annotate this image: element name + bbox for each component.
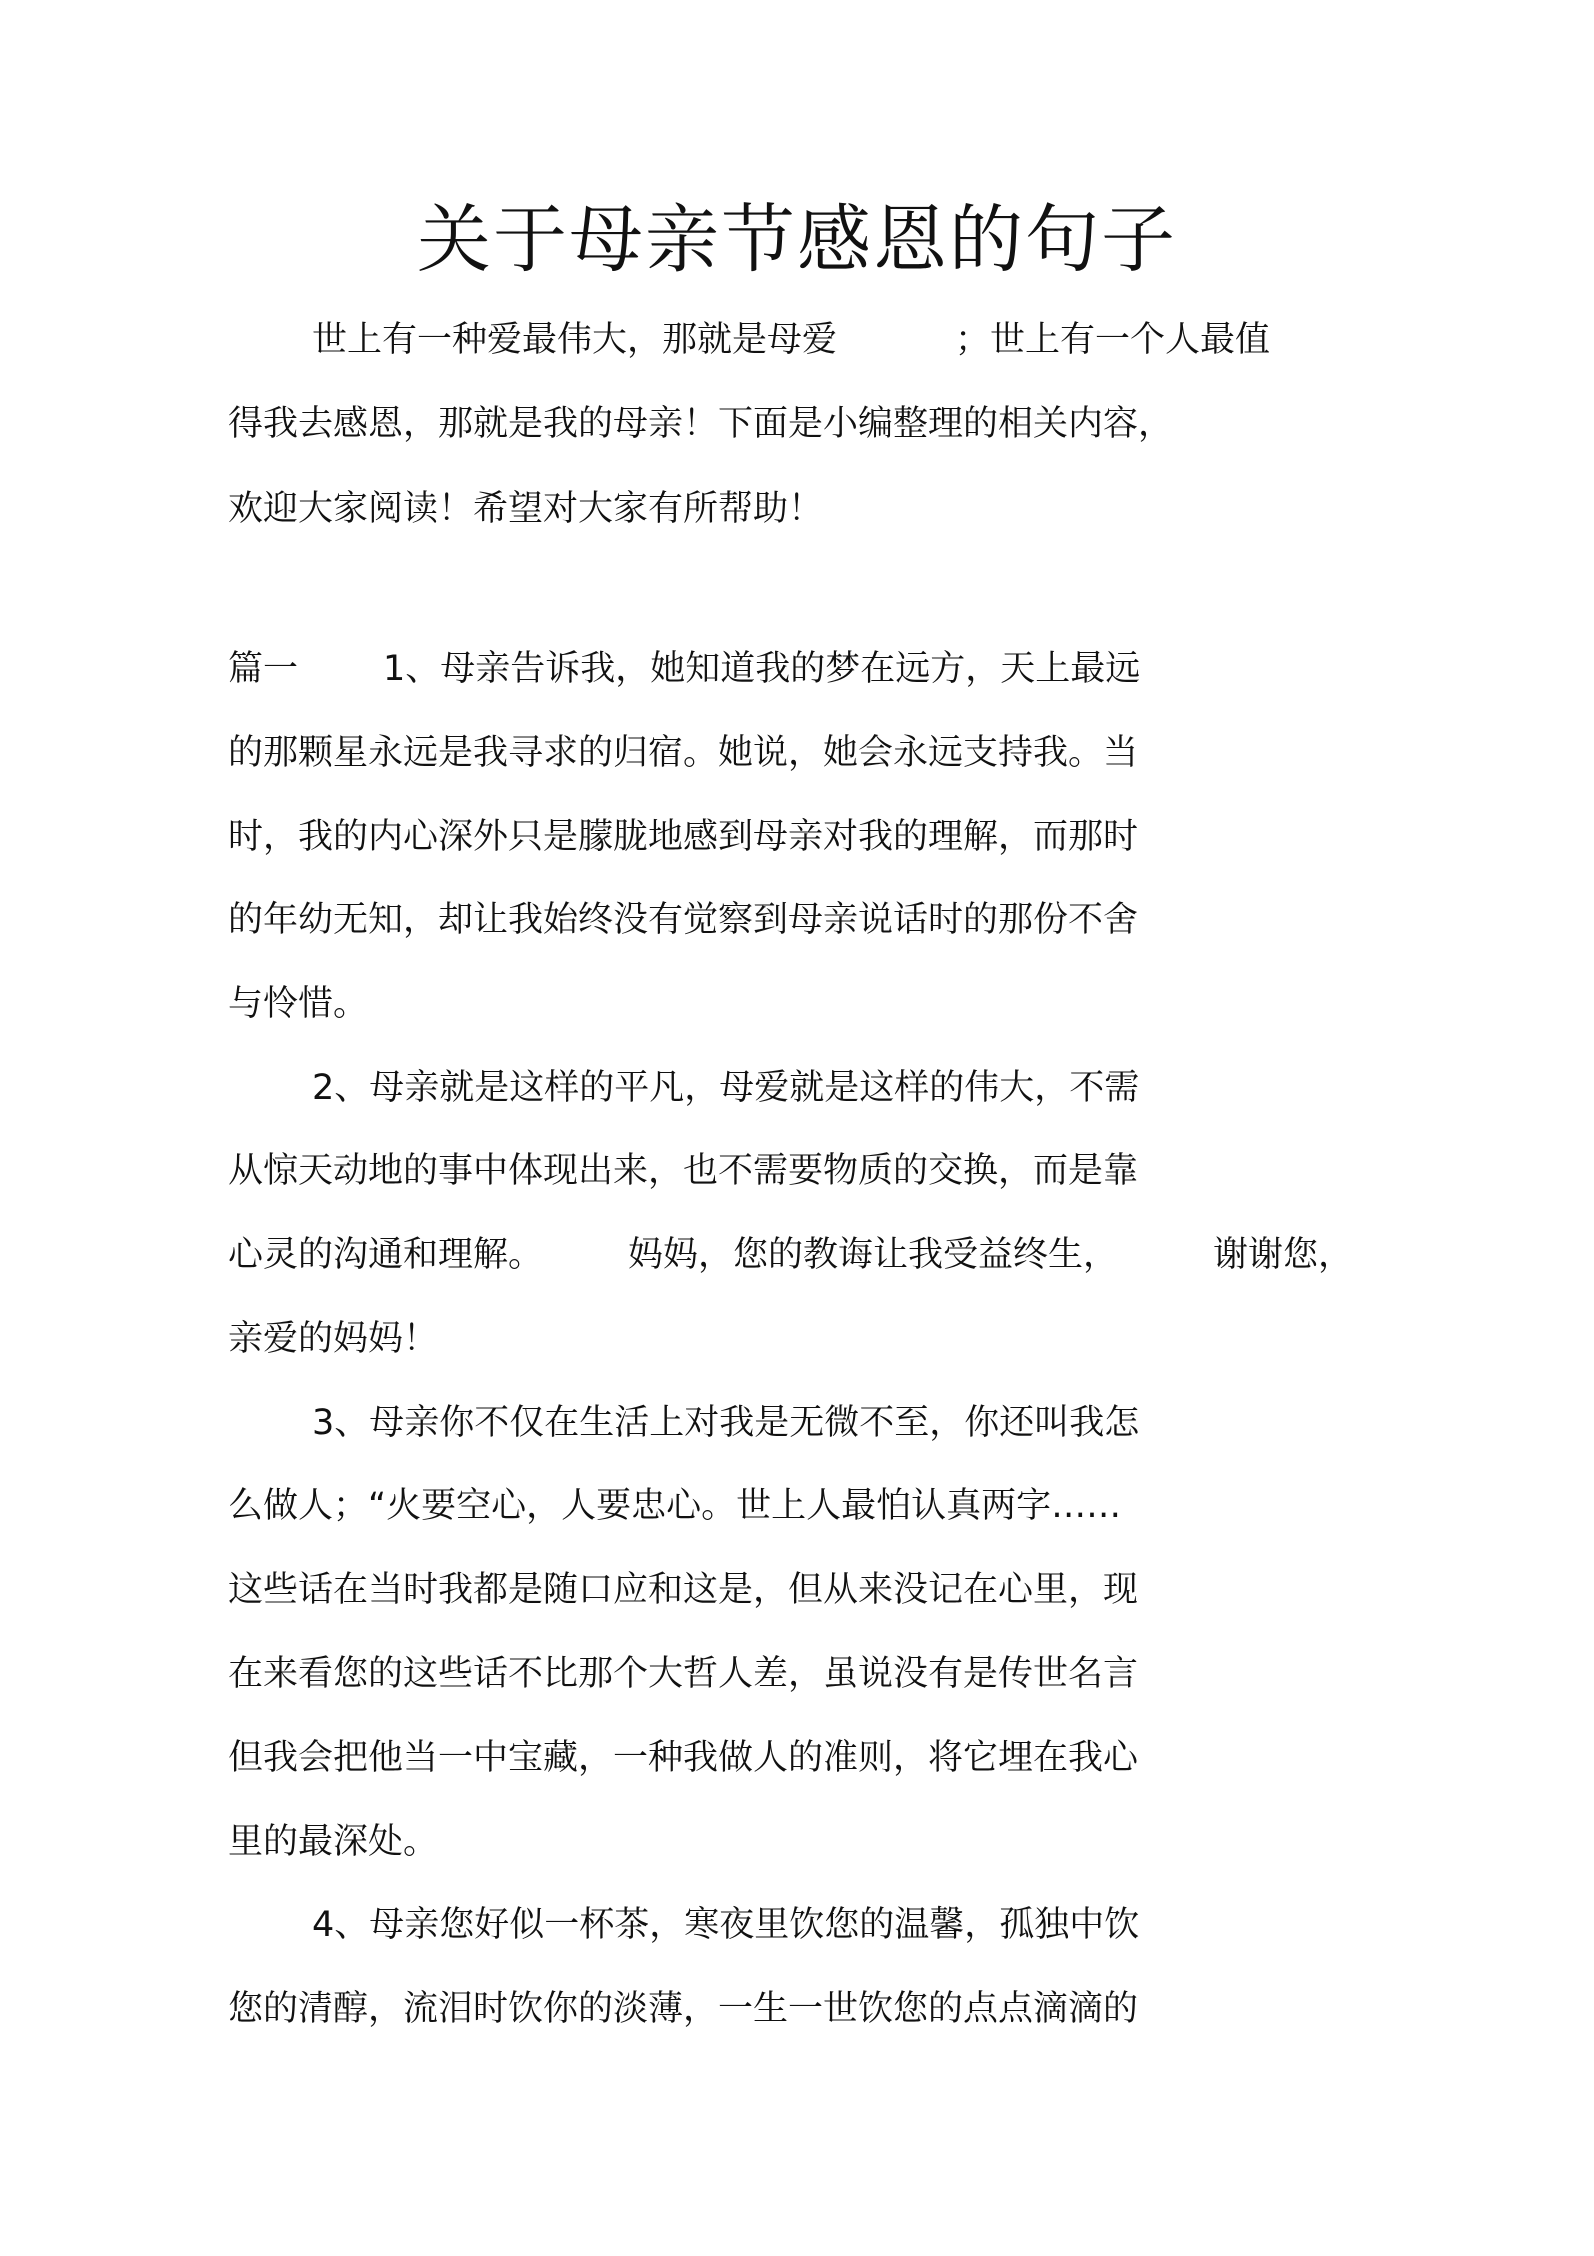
para4-line-2: 您的清醇，流泪时饮你的淡薄，一生一世饮您的点点滴滴的 bbox=[228, 1989, 1139, 2029]
para1-line-3: 时，我的内心深外只是朦胧地感到母亲对我的理解，而那时 bbox=[228, 817, 1139, 857]
para1-line-1: 1、母亲告诉我，她知道我的梦在远方，天上最远 bbox=[383, 649, 1141, 689]
intro-line-2: 得我去感恩，那就是我的母亲！下面是小编整理的相关内容， bbox=[228, 404, 1174, 444]
intro-line-3: 欢迎大家阅读！希望对大家有所帮助！ bbox=[228, 489, 824, 529]
para2-line-3a: 心灵的沟通和理解。 bbox=[228, 1235, 544, 1275]
para2-line-3c: 谢谢您， bbox=[1213, 1235, 1354, 1275]
section-label: 篇一 bbox=[228, 649, 299, 689]
intro-line-1a: 世上有一种爱最伟大，那就是母爱 bbox=[312, 320, 838, 360]
para1-line-2: 的那颗星永远是我寻求的归宿。她说，她会永远支持我。当 bbox=[228, 733, 1139, 773]
para3-line-1: 3、母亲你不仅在生活上对我是无微不至，你还叫我怎 bbox=[312, 1403, 1140, 1443]
para3-line-5: 但我会把他当一中宝藏，一种我做人的准则，将它埋在我心 bbox=[228, 1738, 1139, 1778]
para3-line-2: 么做人；“火要空心，人要忠心。世上人最怕认真两字…… bbox=[228, 1486, 1122, 1526]
para3-line-6: 里的最深处。 bbox=[228, 1822, 439, 1862]
intro-line-1b: ；世上有一个人最值 bbox=[955, 320, 1271, 360]
para1-line-4: 的年幼无知，却让我始终没有觉察到母亲说话时的那份不舍 bbox=[228, 900, 1139, 940]
para2-line-1: 2、母亲就是这样的平凡，母爱就是这样的伟大，不需 bbox=[312, 1068, 1140, 1108]
para2-line-2: 从惊天动地的事中体现出来，也不需要物质的交换，而是靠 bbox=[228, 1151, 1139, 1191]
para3-line-4: 在来看您的这些话不比那个大哲人差，虽说没有是传世名言 bbox=[228, 1654, 1139, 1694]
document-title: 关于母亲节感恩的句子 bbox=[417, 197, 1177, 283]
para2-line-4: 亲爱的妈妈！ bbox=[228, 1319, 439, 1359]
para2-line-3b: 妈妈，您的教诲让我受益终生， bbox=[628, 1235, 1119, 1275]
para3-line-3: 这些话在当时我都是随口应和这是，但从来没记在心里，现 bbox=[228, 1570, 1139, 1610]
para4-line-1: 4、母亲您好似一杯茶，寒夜里饮您的温馨，孤独中饮 bbox=[312, 1905, 1140, 1945]
para1-line-5: 与怜惜。 bbox=[228, 984, 369, 1024]
